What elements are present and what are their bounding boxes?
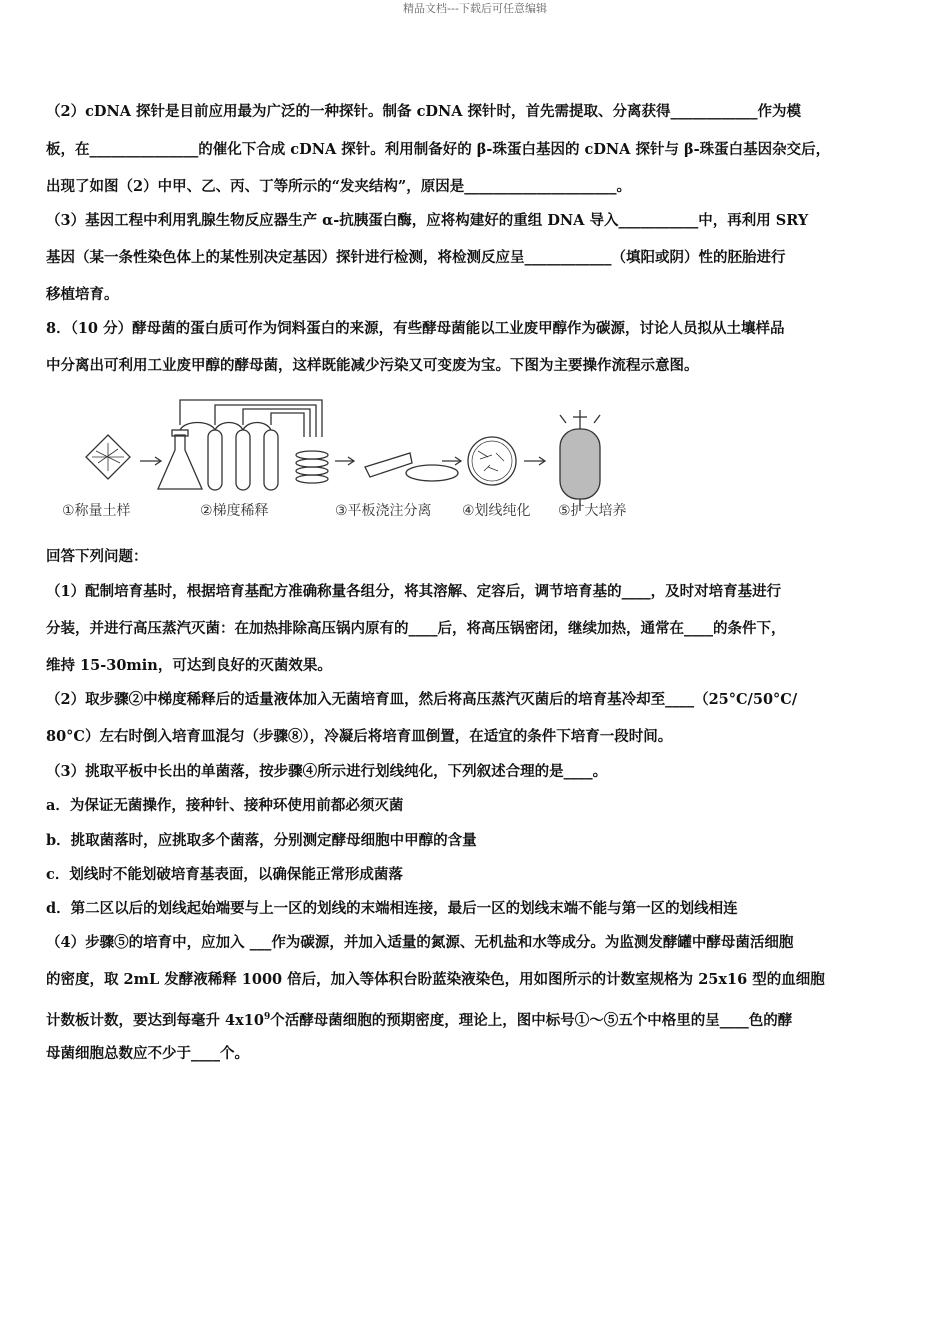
figure-caption: ⑤扩大培养 <box>558 503 627 519</box>
text-line: 80°C）左右时倒入培育皿混匀（步骤⑧），冷凝后将培育皿倒置，在适宜的条件下培育一段时间。 <box>46 728 673 745</box>
process-flow-figure <box>60 395 660 530</box>
text-line-with-superscript <box>46 1008 906 1030</box>
text-line: 中分离出可利用工业废甲醇的酵母菌，这样既能减少污染又可变废为宝。下图为主要操作流程示意图。 <box>46 357 699 374</box>
text-line: 母菌细胞总数应不少于____个。 <box>46 1045 249 1062</box>
text-line: 出现了如图（2）中甲、乙、丙、丁等所示的“发夹结构”，原因是_____________________。 <box>46 178 632 195</box>
page-header: 精品文档---下载后可任意编辑 <box>403 2 547 15</box>
figure-caption: ②梯度稀释 <box>200 503 269 519</box>
text-line: （3）基因工程中利用乳腺生物反应器生产 α-抗胰蛋白酶，应将构建好的重组 DNA 导入___________中，再利用 SRY <box>46 212 809 229</box>
text-line: 维持 15-30min，可达到良好的灭菌效果。 <box>46 657 332 674</box>
text-line: （1）配制培育基时，根据培育基配方准确称量各组分，将其溶解、定容后，调节培育基的____，及时对培育基进行 <box>46 583 782 600</box>
text-segment: 计数板计数，要达到每毫升 4x10 <box>46 1011 264 1029</box>
figure-caption: ③平板浇注分离 <box>335 503 432 519</box>
text-line: 基因（某一条性染色体上的某性别决定基因）探针进行检测，将检测反应呈____________（填阳或阴）性的胚胎进行 <box>46 249 786 266</box>
text-line: （4）步骤⑤的培育中，应加入 ___作为碳源，并加入适量的氮源、无机盐和水等成分。为监测发酵罐中酵母菌活细胞 <box>46 934 794 951</box>
text-line: 移植培育。 <box>46 286 119 303</box>
figure-caption: ①称量土样 <box>62 503 131 519</box>
text-line: （3）挑取平板中长出的单菌落，按步骤④所示进行划线纯化，下列叙述合理的是____。 <box>46 763 608 780</box>
figure-caption: ④划线纯化 <box>462 503 531 519</box>
text-segment: 个活酵母菌细胞的预期密度，理论上，图中标号①～⑤五个中格里的呈____色的酵 <box>270 1011 793 1029</box>
text-line: （2）取步骤②中梯度稀释后的适量液体加入无菌培育皿，然后将高压蒸汽灭菌后的培育基冷却至____（25°C/50°C/ <box>46 691 798 708</box>
text-line: 分装，并进行高压蒸汽灭菌：在加热排除高压锅内原有的____后，将高压锅密闭，继续加热，通常在____的条件下， <box>46 620 786 637</box>
text-line: （2）cDNA 探针是目前应用最为广泛的一种探针。制备 cDNA 探针时，首先需提取、分离获得____________作为模 <box>46 103 802 120</box>
option-c: c．划线时不能划破培育基表面，以确保能正常形成菌落 <box>46 866 403 883</box>
text-line: 8．（10 分）酵母菌的蛋白质可作为饲料蛋白的来源，有些酵母菌能以工业废甲醇作为碳源，讨论人员拟从土壤样品 <box>46 320 785 337</box>
text-line: 板，在_______________的催化下合成 cDNA 探针。利用制备好的 β-珠蛋白基因的 cDNA 探针与 β-珠蛋白基因杂交后， <box>46 141 831 158</box>
text-line: 的密度，取 2mL 发酵液稀释 1000 倍后，加入等体积台盼蓝染液染色，用如图所示的计数室规格为 25x16 型的血细胞 <box>46 971 825 988</box>
superscript: 9 <box>263 1012 271 1022</box>
option-d: d．第二区以后的划线起始端要与上一区的划线的末端相连接，最后一区的划线末端不能与第一区的划线相连 <box>46 900 738 917</box>
option-b: b．挑取菌落时，应挑取多个菌落，分别测定酵母细胞中甲醇的含量 <box>46 832 477 849</box>
option-a: a．为保证无菌操作，接种针、接种环使用前都必须灭菌 <box>46 797 404 814</box>
text-line: 回答下列问题： <box>46 548 148 565</box>
